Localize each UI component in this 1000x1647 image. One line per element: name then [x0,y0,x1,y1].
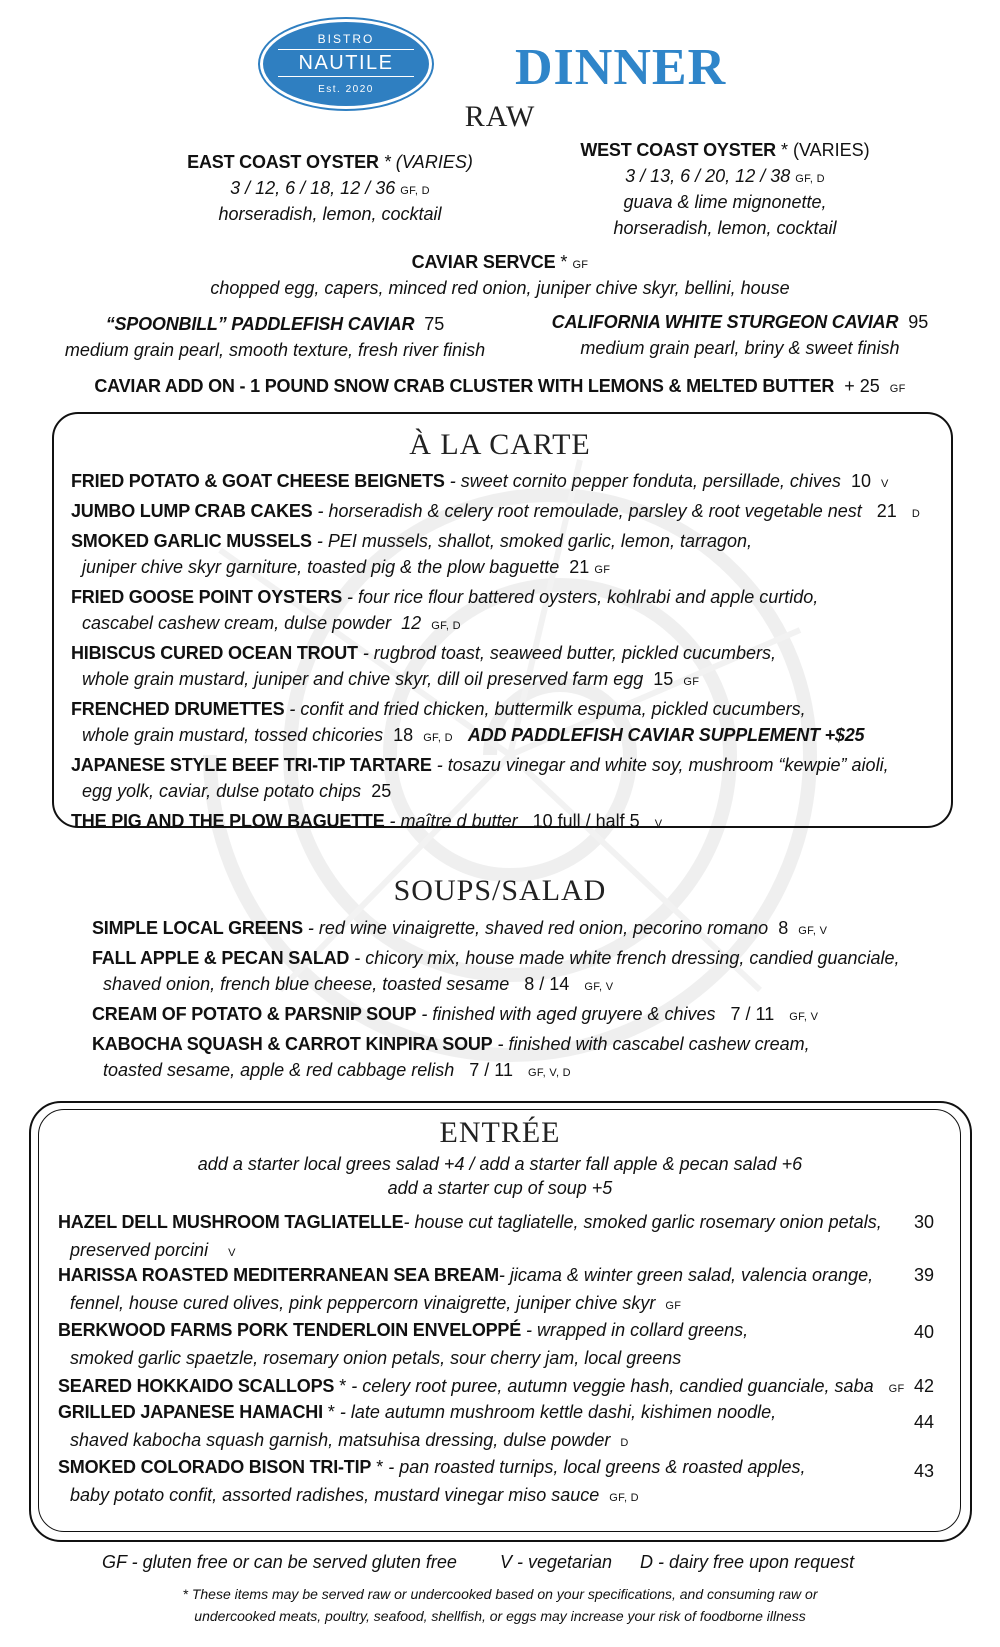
west-oyster-prices: 3 / 13, 6 / 20, 12 / 38 [625,166,791,186]
item-desc-2: smoked garlic spaetzle, rosemary onion petals, sour cherry jam, local greens [70,1348,682,1368]
item-raw-mark: * [322,1402,335,1422]
item-tags: GF, V [789,1011,819,1023]
menu-item [92,1002,818,1029]
menu-item-cont [82,555,610,582]
menu-item-cont [70,1291,681,1318]
item-tags: GF, V [584,981,614,993]
item-tags: GF, D [609,1492,639,1504]
menu-item [58,1400,776,1424]
item-raw-mark: * [334,1376,347,1396]
item-tags: V [881,478,889,490]
item-price: 10 full / half 5 [532,811,640,831]
caviar-addon-price: + 25 [844,376,880,396]
item-desc: - maître d butter [384,811,518,831]
entree-note-2: add a starter cup of soup +5 [387,1178,613,1198]
menu-item-cont [70,1238,236,1265]
item-price: 12 [401,613,422,633]
item-desc: - chicory mix, house made white french dressing, candied guanciale, [349,948,900,968]
west-oyster-name-line [540,138,910,162]
item-desc: - sweet cornito pepper fonduta, persillade, chives [444,471,841,491]
california-desc: medium grain pearl, briny & sweet finish [580,338,900,358]
raw-warning-2: undercooked meats, poultry, seafood, shellfish, or eggs may increase your risk of foodborne illness [194,1608,806,1624]
caviar-addon-tags: GF [889,383,906,395]
item-desc-2: fennel, house cured olives, pink peppercorn vinaigrette, juniper chive skyr [70,1293,656,1313]
item-price: 21 [876,501,897,521]
east-oyster-tags: GF, D [400,185,430,197]
item-tags: GF, D [431,620,461,632]
item-desc: - PEI mussels, shallot, smoked garlic, lemon, tarragon, [311,531,753,551]
menu-item-cont [70,1483,639,1510]
item-name: GRILLED JAPANESE HAMACHI [58,1402,323,1422]
menu-item [58,1318,748,1342]
east-oyster-prices-line [150,176,510,203]
item-desc-2: toasted sesame, apple & red cabbage relish [103,1060,455,1080]
entree-note-1: add a starter local grees salad +4 / add a starter fall apple & pecan salad +6 [197,1154,803,1174]
east-oyster-prices: 3 / 12, 6 / 18, 12 / 36 [230,178,396,198]
west-oyster-tags: GF, D [795,173,825,185]
menu-item [92,946,900,970]
menu-item-cont [103,972,613,999]
item-desc-2: shaved kabocha squash garnish, matsuhisa dressing, dulse powder [70,1430,611,1450]
item-tags: V [228,1247,236,1259]
item-desc: - rugbrod toast, seaweed butter, pickled cucumbers, [357,643,777,663]
item-name: FRIED POTATO & GOAT CHEESE BEIGNETS [71,471,445,491]
item-desc-2: juniper chive skyr garniture, toasted pig & the plow baguette [82,557,560,577]
california-name: CALIFORNIA WHITE STURGEON CAVIAR [551,312,899,332]
caviar-supplement-note: ADD PADDLEFISH CAVIAR SUPPLEMENT +$25 [467,725,865,745]
caviar-service-tags: GF [572,259,589,271]
legend-d: D - dairy free upon request [640,1552,855,1572]
menu-item [71,641,776,665]
west-oyster-desc-2: horseradish, lemon, cocktail [613,218,837,238]
item-price: 44 [914,1412,935,1432]
item-tags: V [654,818,663,830]
caviar-addon-line [0,374,1000,401]
item-desc-2: cascabel cashew cream, dulse powder [82,613,392,633]
legend-gf: GF - gluten free or can be served gluten free [102,1552,457,1572]
item-name: KABOCHA SQUASH & CARROT KINPIRA SOUP [92,1034,493,1054]
east-oyster-name: EAST COAST OYSTER [187,152,379,172]
item-name: HAZEL DELL MUSHROOM TAGLIATELLE [58,1212,404,1232]
raw-warning-1: * These items may be served raw or undercooked based on your specifications, and consuming raw or [182,1586,818,1602]
page-title: DINNER [515,39,727,96]
east-oyster-name-line [150,150,510,174]
item-name: FALL APPLE & PECAN SALAD [92,948,350,968]
item-desc: - red wine vinaigrette, shaved red onion, pecorino romano [302,918,769,938]
item-tags: GF, V [798,925,828,937]
spoonbill-name: “SPOONBILL” PADDLEFISH CAVIAR [105,314,415,334]
item-price: 10 [850,471,871,491]
item-name: JAPANESE STYLE BEEF TRI-TIP TARTARE [71,755,432,775]
item-price: 40 [914,1322,935,1342]
menu-item-cont [82,667,699,694]
item-price: 7 / 11 [469,1060,513,1080]
item-desc: - tosazu vinegar and white soy, mushroom “kewpie” aioli, [431,755,889,775]
entree-title: ENTRÉE [439,1116,561,1149]
item-desc: - late autumn mushroom kettle dashi, kishimen noodle, [334,1402,777,1422]
item-desc-2: whole grain mustard, juniper and chive skyr, dill oil preserved farm egg [82,669,644,689]
california-line [540,310,940,334]
item-name: JUMBO LUMP CRAB CAKES [71,501,313,521]
item-desc-2: baby potato confit, assorted radishes, mustard vinegar miso sauce [70,1485,600,1505]
item-name: FRENCHED DRUMETTES [71,699,285,719]
item-tags: GF [888,1383,905,1395]
west-oyster-name: WEST COAST OYSTER [580,140,776,160]
item-name: HIBISCUS CURED OCEAN TROUT [71,643,358,663]
item-price: 8 [778,918,789,938]
item-desc: - wrapped in collard greens, [521,1320,749,1340]
item-price: 21 [569,557,590,577]
item-desc: - confit and fried chicken, buttermilk espuma, pickled cucumbers, [284,699,806,719]
item-price: 15 [653,669,674,689]
menu-item [58,1374,905,1401]
menu-item [71,469,889,496]
menu-item-cont [82,779,391,803]
item-name: SMOKED COLORADO BISON TRI-TIP [58,1457,372,1477]
item-price: 39 [914,1265,935,1285]
item-tags: GF [665,1300,682,1312]
west-oyster-mark: * (VARIES) [780,140,870,160]
alacarte-title: À LA CARTE [409,428,591,461]
menu-item [92,916,827,943]
caviar-addon-name: CAVIAR ADD ON - 1 POUND SNOW CRAB CLUSTER WITH LEMONS & MELTED BUTTER [94,376,835,396]
item-name: THE PIG AND THE PLOW BAGUETTE [71,811,385,831]
menu-item [58,1263,873,1287]
item-desc-2: preserved porcini [70,1240,209,1260]
menu-item-cont [82,611,461,638]
menu-item [58,1210,882,1234]
menu-item-cont [70,1428,629,1455]
item-desc-2: whole grain mustard, tossed chicories [82,725,384,745]
item-raw-mark: * [371,1457,384,1477]
logo-est: Est. 2020 [318,84,374,95]
item-name: BERKWOOD FARMS PORK TENDERLOIN ENVELOPPÉ [58,1320,522,1340]
menu-item-cont [82,723,864,750]
item-price: 8 / 14 [524,974,570,994]
east-oyster-mark: * (VARIES) [383,152,473,172]
caviar-service-name: CAVIAR SERVCE [411,252,556,272]
item-price: 43 [914,1461,935,1481]
east-oyster-desc: horseradish, lemon, cocktail [218,204,442,224]
menu-item [71,585,818,609]
item-name: HARISSA ROASTED MEDITERRANEAN SEA BREAM [58,1265,499,1285]
item-desc: - horseradish & celery root remoulade, parsley & root vegetable nest [312,501,862,521]
menu-item [71,529,752,553]
soups-title: SOUPS/SALAD [393,874,607,907]
menu-item [71,697,806,721]
item-desc: - jicama & winter green salad, valencia orange, [498,1265,874,1285]
item-tags: D [911,508,921,520]
item-tags: D [620,1437,629,1449]
item-tags: GF, V, D [527,1067,571,1079]
item-desc: - house cut tagliatelle, smoked garlic rosemary onion petals, [403,1212,882,1232]
item-price: 42 [914,1376,935,1396]
item-price: 30 [914,1212,935,1232]
menu-item-cont [70,1346,681,1370]
item-tags: GF, D [423,732,453,744]
caviar-service-line [0,250,1000,277]
logo-name: NAUTILE [278,49,414,77]
item-price: 7 / 11 [730,1004,775,1024]
west-oyster-desc-1: guava & lime mignonette, [623,192,827,212]
logo-bistro: BISTRO [317,32,375,46]
item-desc: - four rice flour battered oysters, kohlrabi and apple curtido, [342,587,819,607]
menu-item [71,753,889,777]
item-tags: GF [594,564,611,576]
bistro-logo [263,22,429,106]
item-desc: - finished with aged gruyere & chives [416,1004,716,1024]
item-name: SMOKED GARLIC MUSSELS [71,531,312,551]
menu-item [71,809,662,836]
california-price: 95 [908,312,929,332]
item-desc-2: egg yolk, caviar, dulse potato chips [82,781,362,801]
caviar-service-desc: chopped egg, capers, minced red onion, juniper chive skyr, bellini, house [210,278,790,298]
menu-item-cont [103,1058,571,1085]
menu-item [58,1455,805,1479]
item-desc-2: shaved onion, french blue cheese, toasted sesame [103,974,510,994]
item-price: 18 [393,725,414,745]
item-name: FRIED GOOSE POINT OYSTERS [71,587,343,607]
raw-title: RAW [464,100,536,133]
menu-item [92,1032,810,1056]
item-price: 25 [371,781,392,801]
spoonbill-price: 75 [424,314,445,334]
item-desc: - finished with cascabel cashew cream, [492,1034,810,1054]
spoonbill-line [50,312,500,336]
legend-v: V - vegetarian [500,1552,613,1572]
item-name: CREAM OF POTATO & PARSNIP SOUP [92,1004,417,1024]
item-desc: - celery root puree, autumn veggie hash, candied guanciale, saba [346,1376,874,1396]
item-desc: - pan roasted turnips, local greens & roasted apples, [383,1457,806,1477]
item-name: SEARED HOKKAIDO SCALLOPS [58,1376,335,1396]
caviar-service-mark: * [560,252,568,272]
item-name: SIMPLE LOCAL GREENS [92,918,303,938]
spoonbill-desc: medium grain pearl, smooth texture, fresh river finish [64,340,486,360]
menu-item [71,499,920,526]
west-oyster-prices-line [540,164,910,191]
item-tags: GF [683,676,700,688]
